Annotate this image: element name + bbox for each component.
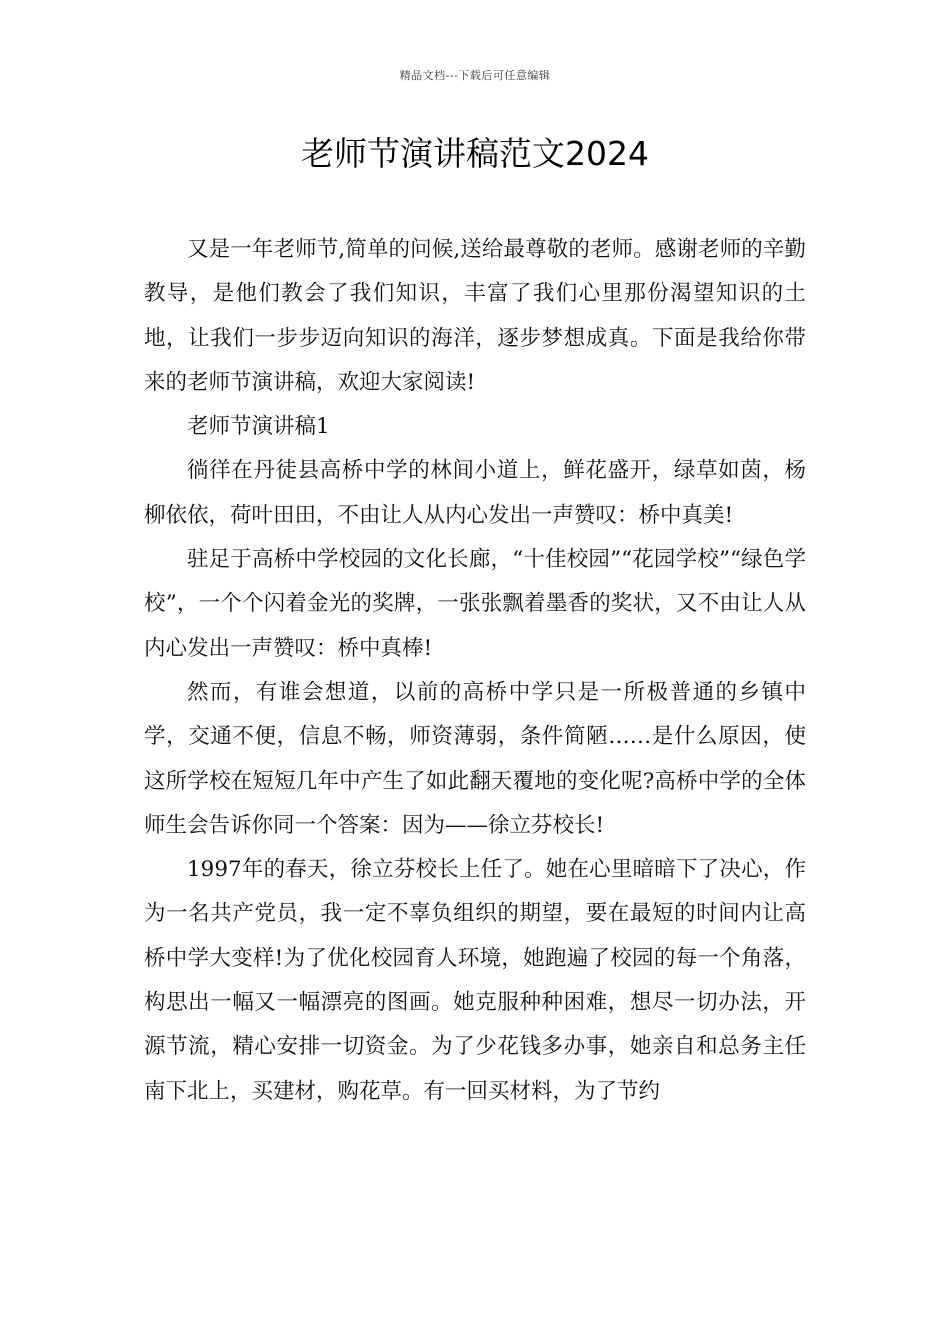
section-heading: 老师节演讲稿1	[187, 414, 330, 440]
header-note: 精品文档---下载后可任意编辑	[399, 69, 551, 82]
paragraph: 徜徉在丹徒县高桥中学的林间小道上，鲜花盛开，绿草如茵，杨柳依依，荷叶田田，不由让人从内心发出一声赞叹：桥中真美!	[144, 458, 806, 528]
document-body	[144, 228, 806, 1114]
paragraph: 驻足于高桥中学校园的文化长廊，“十佳校园”“花园学校”“绿色学校”，一个个闪着金光的奖牌，一张张飘着墨香的奖状，又不由让人从内心发出一声赞叹：桥中真棒!	[144, 547, 806, 661]
paragraph: 然而，有谁会想道，以前的高桥中学只是一所极普通的乡镇中学，交通不便，信息不畅，师资薄弱，条件简陋……是什么原因，使这所学校在短短几年中产生了如此翻天覆地的变化呢?高桥中学的全体师生会告诉你同一个答案：因为——徐立芬校长!	[144, 679, 806, 838]
paragraph: 1997年的春天，徐立芬校长上任了。她在心里暗暗下了决心，作为一名共产党员，我一定不辜负组织的期望，要在最短的时间内让高桥中学大变样!为了优化校园育人环境，她跑遍了校园的每一个角落，构思出一幅又一幅漂亮的图画。她克服种种困难，想尽一切办法，开源节流，精心安排一切资金。为了少花钱多办事，她亲自和总务主任南下北上，买建材，购花草。有一回买材料，为了节约	[144, 857, 806, 1104]
paragraph-intro: 又是一年老师节,简单的问候,送给最尊敬的老师。感谢老师的辛勤教导，是他们教会了我们知识，丰富了我们心里那份渴望知识的土地，让我们一步步迈向知识的海洋，逐步梦想成真。下面是我给你带来的老师节演讲稿，欢迎大家阅读!	[144, 237, 806, 395]
document-title: 老师节演讲稿范文2024	[301, 134, 649, 173]
